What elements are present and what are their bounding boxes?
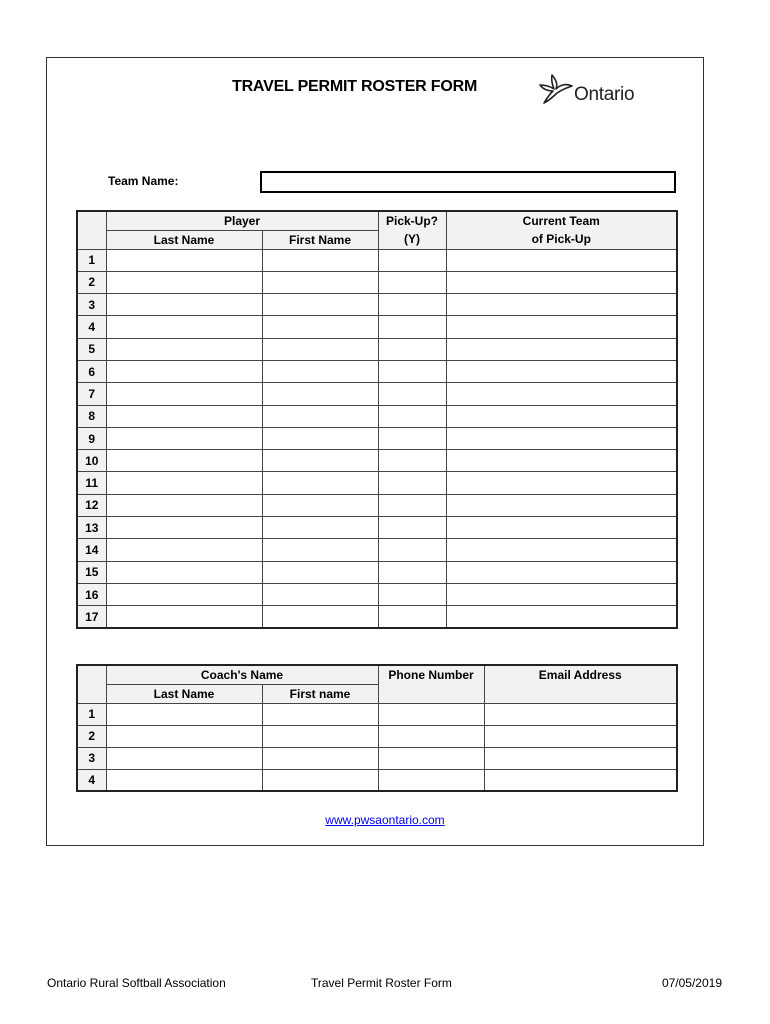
last-name-cell[interactable] xyxy=(106,294,262,316)
pickup-cell[interactable] xyxy=(378,405,446,427)
first-name-cell[interactable] xyxy=(262,427,378,449)
pickup-header-line2: (Y) xyxy=(404,232,420,247)
pickup-cell[interactable] xyxy=(378,294,446,316)
last-name-cell[interactable] xyxy=(106,360,262,382)
footer-date: 07/05/2019 xyxy=(661,976,722,990)
row-number: 6 xyxy=(77,360,106,382)
table-row xyxy=(77,338,677,360)
phone-header: Phone Number xyxy=(378,665,484,703)
coach-last-name-cell[interactable] xyxy=(106,703,262,725)
email-header: Email Address xyxy=(484,665,677,703)
table-row xyxy=(77,271,677,293)
trillium-icon xyxy=(538,72,574,106)
row-number: 7 xyxy=(77,383,106,405)
email-cell[interactable] xyxy=(484,703,677,725)
current-team-cell[interactable] xyxy=(446,338,677,360)
player-rows xyxy=(77,249,677,628)
current-team-cell[interactable] xyxy=(446,383,677,405)
pickup-header-line1: Pick-Up? xyxy=(385,214,438,229)
first-name-cell[interactable] xyxy=(262,316,378,338)
row-number: 1 xyxy=(77,249,106,271)
coach-first-name-cell[interactable] xyxy=(262,769,378,791)
first-name-cell[interactable] xyxy=(262,271,378,293)
current-team-cell[interactable] xyxy=(446,316,677,338)
current-team-cell[interactable] xyxy=(446,606,677,628)
coach-table xyxy=(76,664,678,792)
pickup-cell[interactable] xyxy=(378,271,446,293)
phone-cell[interactable] xyxy=(378,747,484,769)
footer-form-name: Travel Permit Roster Form xyxy=(311,976,452,990)
table-row xyxy=(77,539,677,561)
last-name-cell[interactable] xyxy=(106,405,262,427)
email-cell[interactable] xyxy=(484,725,677,747)
current-team-cell[interactable] xyxy=(446,539,677,561)
current-team-header-line2: of Pick-Up xyxy=(531,232,591,247)
first-name-cell[interactable] xyxy=(262,383,378,405)
current-team-cell[interactable] xyxy=(446,450,677,472)
first-name-cell[interactable] xyxy=(262,494,378,516)
table-row xyxy=(77,450,677,472)
pickup-cell[interactable] xyxy=(378,427,446,449)
first-name-cell[interactable] xyxy=(262,561,378,583)
row-number: 16 xyxy=(77,583,106,605)
row-number: 1 xyxy=(77,703,106,725)
last-name-cell[interactable] xyxy=(106,606,262,628)
current-team-cell[interactable] xyxy=(446,249,677,271)
first-name-header: First Name xyxy=(262,230,378,249)
logo-wordmark: Ontario xyxy=(574,84,635,105)
current-team-cell[interactable] xyxy=(446,472,677,494)
row-number: 11 xyxy=(77,472,106,494)
email-cell[interactable] xyxy=(484,747,677,769)
first-name-cell[interactable] xyxy=(262,405,378,427)
table-row xyxy=(77,703,677,725)
last-name-header: Last Name xyxy=(106,230,262,249)
first-name-cell[interactable] xyxy=(262,517,378,539)
last-name-cell[interactable] xyxy=(106,427,262,449)
row-number: 2 xyxy=(77,725,106,747)
pickup-cell[interactable] xyxy=(378,494,446,516)
current-team-cell[interactable] xyxy=(446,494,677,516)
phone-cell[interactable] xyxy=(378,769,484,791)
form-title: TRAVEL PERMIT ROSTER FORM xyxy=(232,78,478,95)
table-row xyxy=(77,583,677,605)
first-name-cell[interactable] xyxy=(262,249,378,271)
coach-last-name-cell[interactable] xyxy=(106,769,262,791)
row-number: 3 xyxy=(77,747,106,769)
first-name-cell[interactable] xyxy=(262,450,378,472)
current-team-cell[interactable] xyxy=(446,360,677,382)
last-name-cell[interactable] xyxy=(106,271,262,293)
table-row xyxy=(77,725,677,747)
pickup-cell[interactable] xyxy=(378,316,446,338)
team-name-field[interactable] xyxy=(260,171,676,193)
first-name-cell[interactable] xyxy=(262,539,378,561)
row-number-header xyxy=(77,211,106,249)
table-row xyxy=(77,517,677,539)
row-number: 13 xyxy=(77,517,106,539)
table-row xyxy=(77,747,677,769)
row-number: 5 xyxy=(77,338,106,360)
current-team-cell[interactable] xyxy=(446,427,677,449)
current-team-cell[interactable] xyxy=(446,517,677,539)
table-row xyxy=(77,316,677,338)
pickup-cell[interactable] xyxy=(378,383,446,405)
row-number: 4 xyxy=(77,769,106,791)
coach-name-header: Coach's Name xyxy=(106,665,378,684)
pickup-cell[interactable] xyxy=(378,450,446,472)
first-name-cell[interactable] xyxy=(262,472,378,494)
current-team-cell[interactable] xyxy=(446,561,677,583)
pickup-cell[interactable] xyxy=(378,249,446,271)
coach-rows xyxy=(77,703,677,791)
last-name-cell[interactable] xyxy=(106,539,262,561)
table-row xyxy=(77,606,677,628)
coach-first-name-cell[interactable] xyxy=(262,747,378,769)
first-name-cell[interactable] xyxy=(262,583,378,605)
row-number: 8 xyxy=(77,405,106,427)
coach-last-name-cell[interactable] xyxy=(106,747,262,769)
table-row xyxy=(77,249,677,271)
coach-last-name-header: Last Name xyxy=(106,684,262,703)
player-roster-table xyxy=(76,210,678,629)
coach-first-name-header: First name xyxy=(262,684,378,703)
coach-first-name-cell[interactable] xyxy=(262,703,378,725)
first-name-cell[interactable] xyxy=(262,338,378,360)
current-team-cell[interactable] xyxy=(446,583,677,605)
current-team-cell[interactable] xyxy=(446,405,677,427)
phone-cell[interactable] xyxy=(378,725,484,747)
pickup-cell[interactable] xyxy=(378,338,446,360)
row-number: 17 xyxy=(77,606,106,628)
last-name-cell[interactable] xyxy=(106,517,262,539)
table-row xyxy=(77,472,677,494)
row-number: 15 xyxy=(77,561,106,583)
row-number: 3 xyxy=(77,294,106,316)
pickup-cell[interactable] xyxy=(378,583,446,605)
table-row xyxy=(77,494,677,516)
row-number: 4 xyxy=(77,316,106,338)
website-link[interactable]: www.pwsaontario.com xyxy=(325,813,445,827)
first-name-cell[interactable] xyxy=(262,606,378,628)
email-cell[interactable] xyxy=(484,769,677,791)
pickup-cell[interactable] xyxy=(378,360,446,382)
first-name-cell[interactable] xyxy=(262,294,378,316)
first-name-cell[interactable] xyxy=(262,360,378,382)
pickup-cell[interactable] xyxy=(378,606,446,628)
last-name-cell[interactable] xyxy=(106,472,262,494)
row-number: 9 xyxy=(77,427,106,449)
last-name-cell[interactable] xyxy=(106,494,262,516)
phone-cell[interactable] xyxy=(378,703,484,725)
ontario-logo xyxy=(538,70,656,110)
current-team-cell[interactable] xyxy=(446,271,677,293)
last-name-cell[interactable] xyxy=(106,583,262,605)
table-row xyxy=(77,405,677,427)
table-row xyxy=(77,294,677,316)
row-number: 14 xyxy=(77,539,106,561)
last-name-cell[interactable] xyxy=(106,383,262,405)
coach-first-name-cell[interactable] xyxy=(262,725,378,747)
table-row xyxy=(77,769,677,791)
last-name-cell[interactable] xyxy=(106,249,262,271)
footer-organization: Ontario Rural Softball Association xyxy=(47,976,226,990)
current-team-header-line1: Current Team xyxy=(522,214,600,229)
current-team-cell[interactable] xyxy=(446,294,677,316)
pickup-header xyxy=(378,211,446,249)
pickup-cell[interactable] xyxy=(378,561,446,583)
pickup-cell[interactable] xyxy=(378,517,446,539)
table-row xyxy=(77,427,677,449)
last-name-cell[interactable] xyxy=(106,561,262,583)
table-row xyxy=(77,360,677,382)
row-number: 12 xyxy=(77,494,106,516)
table-row xyxy=(77,383,677,405)
last-name-cell[interactable] xyxy=(106,316,262,338)
pickup-cell[interactable] xyxy=(378,472,446,494)
last-name-cell[interactable] xyxy=(106,450,262,472)
coach-row-number-header xyxy=(77,665,106,703)
table-row xyxy=(77,561,677,583)
player-header: Player xyxy=(106,211,378,230)
row-number: 10 xyxy=(77,450,106,472)
team-name-label: Team Name: xyxy=(108,174,179,188)
coach-last-name-cell[interactable] xyxy=(106,725,262,747)
last-name-cell[interactable] xyxy=(106,338,262,360)
current-team-header xyxy=(446,211,677,249)
pickup-cell[interactable] xyxy=(378,539,446,561)
row-number: 2 xyxy=(77,271,106,293)
